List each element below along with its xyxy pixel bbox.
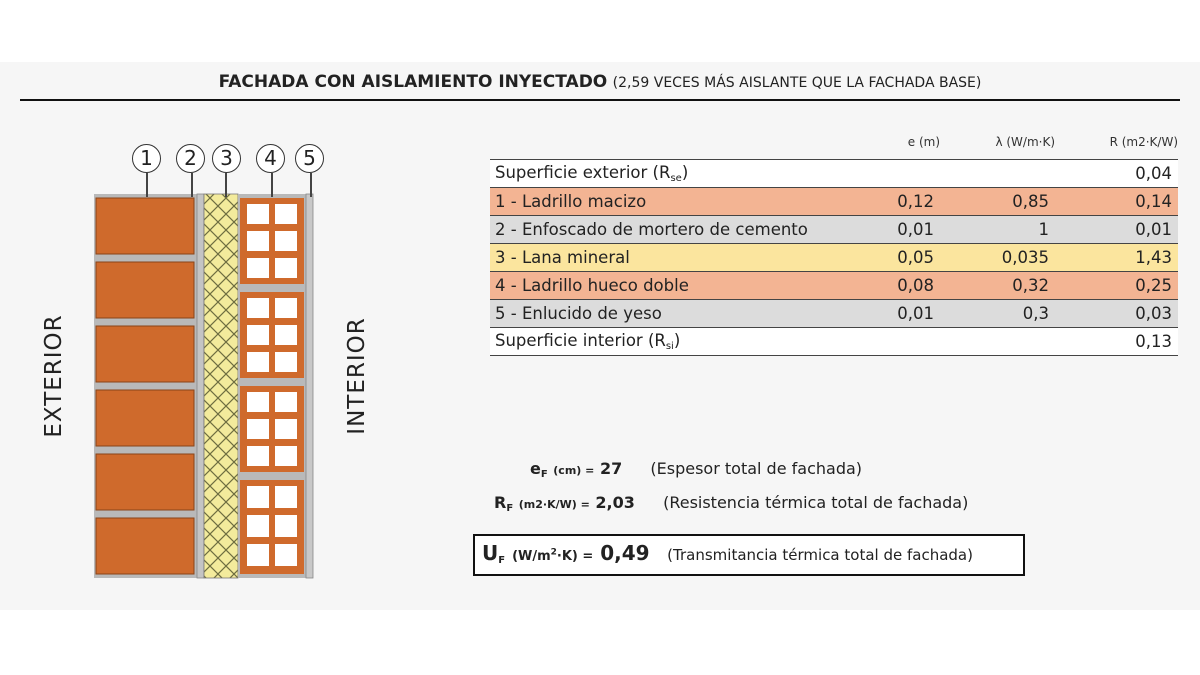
row-label: 2 - Enfoscado de mortero de cemento [490,216,840,244]
title-main: FACHADA CON AISLAMIENTO INYECTADO [218,72,608,92]
summary-transmittance [482,541,973,566]
row-e [840,160,940,188]
summary-thickness-key: $e_F$ (cm) = 27 [530,459,623,480]
summary-resistance-key: $R_F$ (m2·K/W) = 2,03 [494,493,635,514]
summary-resistance-desc: (Resistencia térmica total de fachada) [663,493,969,512]
title-divider [20,99,1180,101]
row-label: Superficie interior $(R_{si})$ [490,328,840,356]
table-row [490,272,1178,300]
summary-transmittance-key: $U_F$ $(W/m^2\cdot K) = 0,49$ [482,541,650,566]
row-r: 0,03 [1055,300,1178,328]
row-lambda [940,160,1055,188]
row-lambda: 1 [940,216,1055,244]
header-resistance: R (m2·K/W) [1109,135,1178,149]
leader-line-5 [310,173,312,197]
table-row [490,244,1178,272]
leader-line-1 [146,173,148,197]
header-blank [490,133,840,160]
row-r: 0,04 [1055,160,1178,188]
row-r: 0,01 [1055,216,1178,244]
row-e: 0,12 [840,188,940,216]
row-r: 1,43 [1055,244,1178,272]
mineral-wool-layer [204,194,238,578]
mortar-render-layer [197,194,204,578]
leader-line-2 [191,173,193,197]
table-row [490,216,1178,244]
page-title [20,72,1180,92]
layer-number-1: 1 [132,144,161,173]
table-header-row [490,133,1178,160]
table-row [490,188,1178,216]
summary-resistance [494,493,968,514]
interior-label: INTERIOR [344,317,370,435]
row-label: 4 - Ladrillo hueco doble [490,272,840,300]
layer-number-5: 5 [295,144,324,173]
summary-thickness-desc: (Espesor total de fachada) [650,459,863,478]
layer-number-2: 2 [176,144,205,173]
row-e: 0,08 [840,272,940,300]
materials-table [490,133,1178,356]
row-e: 0,01 [840,216,940,244]
leader-line-3 [225,173,227,197]
row-r: 0,13 [1055,328,1178,356]
table-row [490,328,1178,356]
exterior-label: EXTERIOR [41,314,67,438]
leader-line-4 [271,173,273,197]
row-lambda: 0,85 [940,188,1055,216]
row-label: 5 - Enlucido de yeso [490,300,840,328]
header-thickness: e (m) [907,135,940,149]
hollow-brick-layer [238,194,306,578]
row-r: 0,25 [1055,272,1178,300]
gypsum-plaster-layer [306,194,313,578]
wall-section-diagram [90,190,330,580]
layer-number-3: 3 [212,144,241,173]
row-e: 0,05 [840,244,940,272]
row-lambda: 0,035 [940,244,1055,272]
row-e [840,328,940,356]
solid-brick-layer [94,194,197,578]
table-row [490,160,1178,188]
summary-thickness [530,459,862,480]
row-r: 0,14 [1055,188,1178,216]
table-row [490,300,1178,328]
row-label: 1 - Ladrillo macizo [490,188,840,216]
row-label: 3 - Lana mineral [490,244,840,272]
summary-transmittance-desc: (Transmitancia térmica total de fachada) [667,546,973,564]
header-conductivity: λ (W/m·K) [995,135,1055,149]
row-e: 0,01 [840,300,940,328]
row-lambda: 0,3 [940,300,1055,328]
title-sub: (2,59 VECES MÁS AISLANTE QUE LA FACHADA BASE) [612,75,982,91]
layer-number-4: 4 [256,144,285,173]
row-lambda: 0,32 [940,272,1055,300]
row-lambda [940,328,1055,356]
row-label: Superficie exterior $(R_{se})$ [490,160,840,188]
